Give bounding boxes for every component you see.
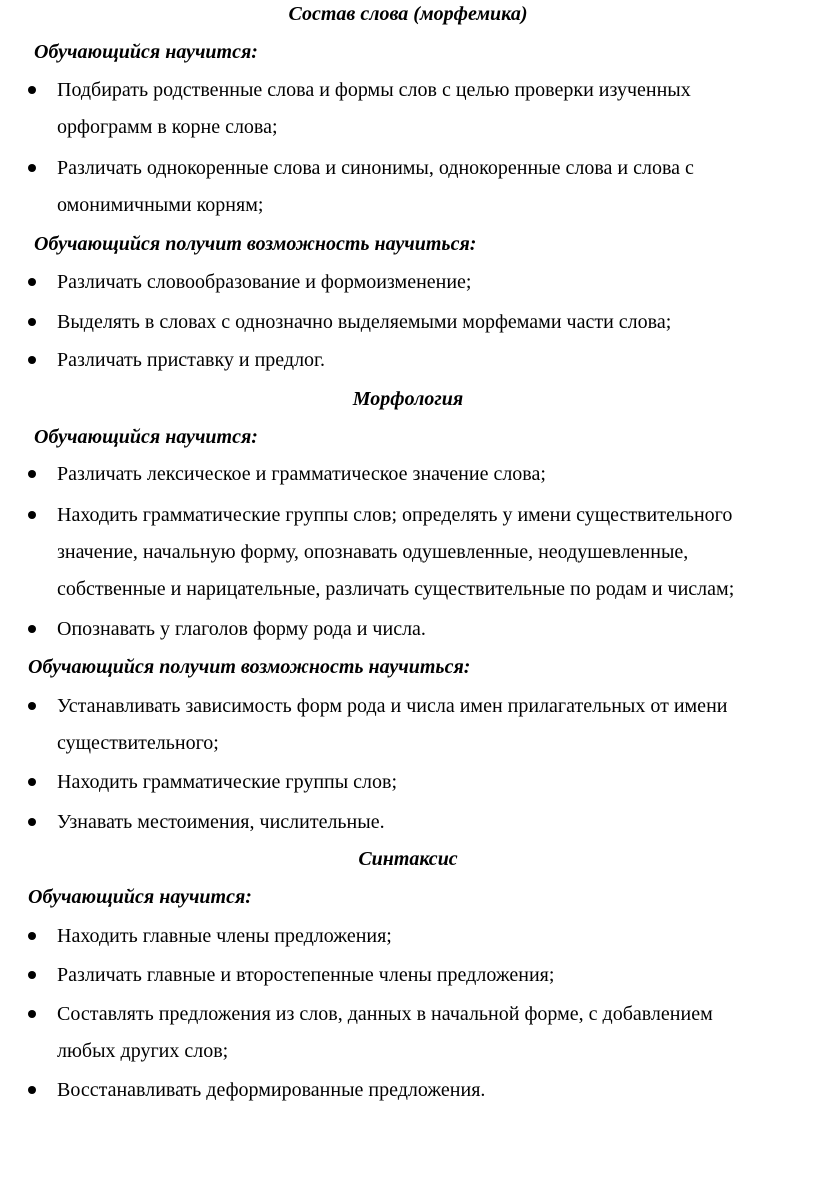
list-item-line: Устанавливать зависимость форм рода и числа имен прилагательных от имени bbox=[57, 695, 728, 717]
learns-heading-syntax: Обучающийся научится: bbox=[28, 886, 252, 908]
learns-heading-morphology: Обучающийся научится: bbox=[34, 426, 258, 448]
list-item-line: собственные и нарицательные, различать существительные по родам и числам; bbox=[57, 578, 735, 600]
bullet-icon bbox=[28, 356, 36, 364]
list-item-line: Различать словообразование и формоизменение; bbox=[57, 271, 472, 293]
list-item-line: орфограмм в корне слова; bbox=[57, 116, 278, 138]
opportunity-heading-morphology: Обучающийся получит возможность научиться: bbox=[28, 656, 471, 678]
list-item-line: Выделять в словах с однозначно выделяемыми морфемами части слова; bbox=[57, 311, 672, 333]
list-item-line: Находить грамматические группы слов; определять у имени существительного bbox=[57, 504, 733, 526]
bullet-icon bbox=[28, 511, 36, 519]
list-item-line: Находить грамматические группы слов; bbox=[57, 771, 398, 793]
section-title-morphology: Морфология bbox=[352, 388, 464, 410]
list-item-line: омонимичными корням; bbox=[57, 194, 264, 216]
bullet-icon bbox=[28, 702, 36, 710]
list-item-line: Восстанавливать деформированные предложения. bbox=[57, 1079, 486, 1101]
list-item-line: Различать однокоренные слова и синонимы, однокоренные слова и слова с bbox=[57, 157, 694, 179]
learns-heading-morphemics: Обучающийся научится: bbox=[34, 41, 258, 63]
list-item-line: любых других слов; bbox=[57, 1040, 229, 1062]
bullet-icon bbox=[28, 86, 36, 94]
list-item-line: Подбирать родственные слова и формы слов с целью проверки изученных bbox=[57, 79, 691, 101]
list-item-line: Узнавать местоимения, числительные. bbox=[57, 811, 385, 833]
bullet-icon bbox=[28, 164, 36, 172]
bullet-icon bbox=[28, 971, 36, 979]
list-item-line: Составлять предложения из слов, данных в начальной форме, с добавлением bbox=[57, 1003, 713, 1025]
opportunity-heading-morphemics: Обучающийся получит возможность научиться: bbox=[34, 233, 477, 255]
section-title-morphemics: Состав слова (морфемика) bbox=[288, 3, 528, 25]
list-item-line: Находить главные члены предложения; bbox=[57, 925, 392, 947]
list-item-line: Различать лексическое и грамматическое значение слова; bbox=[57, 463, 546, 485]
bullet-icon bbox=[28, 932, 36, 940]
list-item-line: Опознавать у глаголов форму рода и числа. bbox=[57, 618, 426, 640]
list-item-line: существительного; bbox=[57, 732, 219, 754]
bullet-icon bbox=[28, 778, 36, 786]
bullet-icon bbox=[28, 1010, 36, 1018]
bullet-icon bbox=[28, 625, 36, 633]
bullet-icon bbox=[28, 818, 36, 826]
list-item-line: Различать приставку и предлог. bbox=[57, 349, 326, 371]
bullet-icon bbox=[28, 318, 36, 326]
bullet-icon bbox=[28, 470, 36, 478]
section-title-syntax: Синтаксис bbox=[358, 848, 458, 870]
list-item-line: Различать главные и второстепенные члены предложения; bbox=[57, 964, 555, 986]
bullet-icon bbox=[28, 278, 36, 286]
list-item-line: значение, начальную форму, опознавать одушевленные, неодушевленные, bbox=[57, 541, 689, 563]
bullet-icon bbox=[28, 1086, 36, 1094]
